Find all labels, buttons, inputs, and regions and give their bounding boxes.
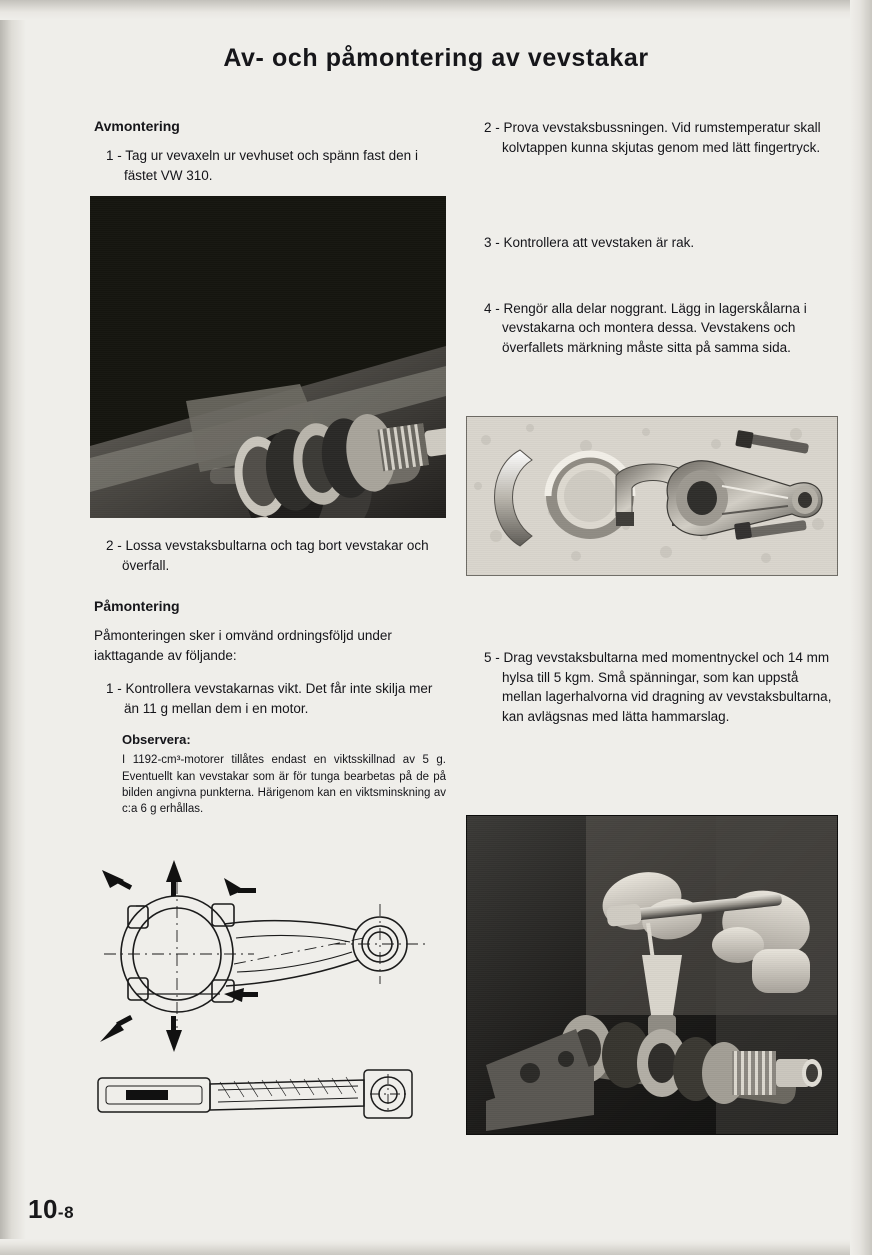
page-number-value: 10 — [28, 1194, 58, 1224]
left-column-lower — [94, 598, 446, 818]
step-5: 5 - Drag vevstaksbultarna med momentnyckel och 14 mm hylsa till 5 kgm. Små spänningar, som kan uppstå mellan lagerhalvorna vid dragning av vevstaksbultarna, kan avlägsnas med lätta hammarslag. — [484, 650, 832, 724]
crankshaft-photo — [90, 196, 446, 518]
rods-photo-graphic — [466, 416, 838, 576]
right-column-lower — [484, 648, 840, 740]
rod-drawing-graphic — [84, 846, 450, 1132]
caption-avmontering-2: 2 - Lossa vevstaksbultarna och tag bort vevstakar och överfall. — [106, 538, 429, 573]
step-pamontering-1: 1 - Kontrollera vevstakarnas vikt. Det får inte skilja mer än 11 g mellan dem i en motor. — [106, 681, 433, 716]
crank-photo-caption-wrap — [94, 528, 446, 575]
step-4: 4 - Rengör alla delar noggrant. Lägg in lagerskålarna i vevstakarna och montera dessa. Vevstakens och överfallets märkning måste sitta på samma sida. — [484, 300, 807, 355]
observera-heading: Observera: — [122, 732, 191, 748]
crankshaft-photo-graphic — [90, 196, 446, 518]
spacer-1 — [484, 171, 840, 233]
observera-note — [94, 732, 446, 817]
pamontering-intro: Påmonteringen sker i omvänd ordningsföljd under iakttagande av följande: — [94, 628, 392, 663]
observera-body: I 1192-cm³-motorer tillåtes endast en viktsskillnad av 5 g. Eventuellt kan vevstakar som är för tunga bearbetas på de på bilden angivna punkterna. Härigenom kan en viktsminskning av c:a 6 g erhållas. — [122, 754, 446, 816]
spacer-2 — [484, 267, 840, 299]
page-edge-top — [0, 0, 872, 20]
page-title: Av- och påmontering av vevstakar — [223, 44, 649, 72]
heading-pamontering: Påmontering — [94, 598, 180, 614]
step-2: 2 - Prova vevstaksbussningen. Vid rumstemperatur skall kolvtappen kunna skjutas genom med lätt fingertryck. — [484, 120, 821, 155]
rod-drawing — [84, 846, 450, 1132]
torque-photo-graphic — [466, 815, 838, 1135]
page-number — [28, 1194, 74, 1225]
rods-photo — [466, 416, 838, 576]
page-edge-bottom — [0, 1239, 872, 1255]
heading-avmontering: Avmontering — [94, 118, 180, 134]
page-number-suffix: -8 — [57, 1203, 75, 1222]
left-column — [94, 118, 446, 199]
right-column — [484, 118, 840, 371]
step-avmontering-1: 1 - Tag ur vevaxeln ur vevhuset och spänn fast den i fästet VW 310. — [106, 148, 418, 183]
torque-photo — [466, 815, 838, 1135]
step-3: 3 - Kontrollera att vevstaken är rak. — [484, 235, 695, 251]
